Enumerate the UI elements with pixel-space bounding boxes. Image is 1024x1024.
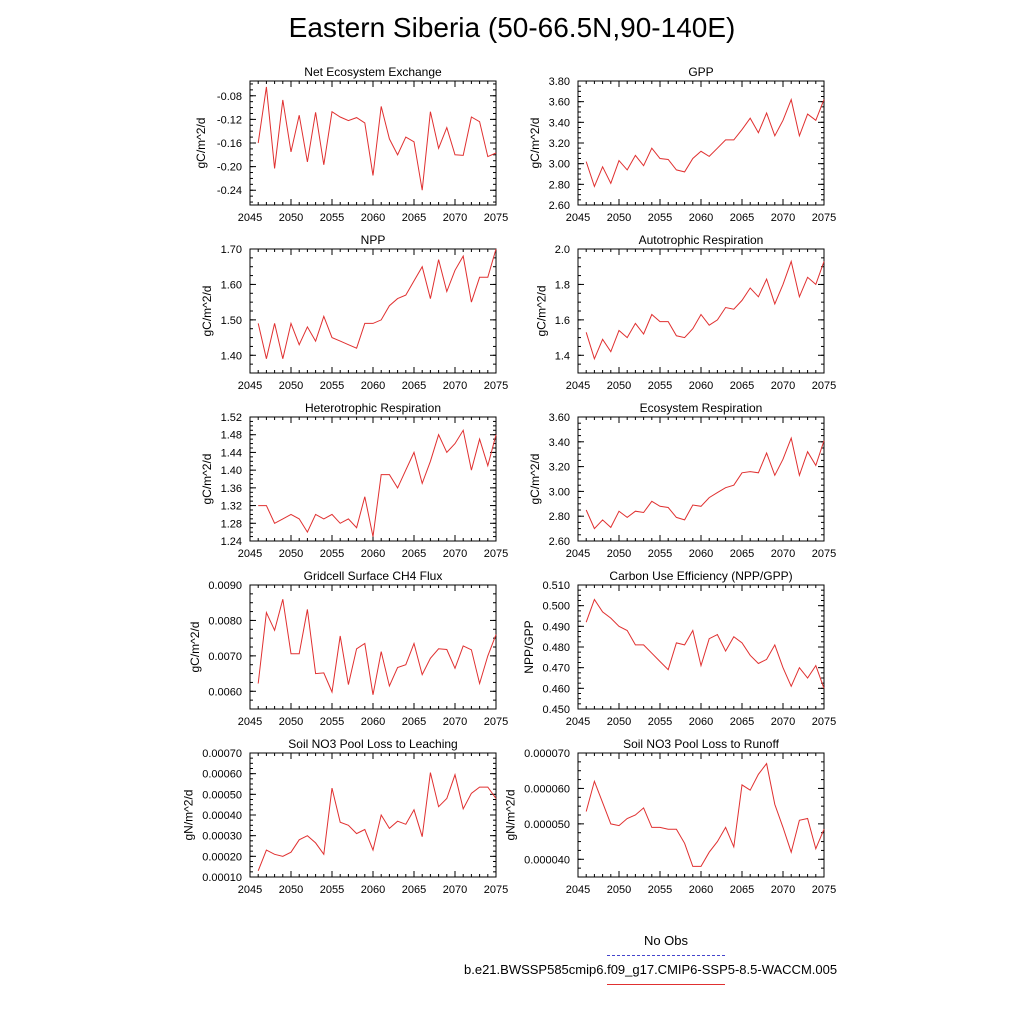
plot-frame	[578, 81, 824, 205]
x-tick-label: 2075	[811, 380, 837, 392]
x-tick-label: 2075	[483, 548, 509, 560]
series-line	[586, 764, 824, 867]
y-tick-label: 1.48	[220, 429, 242, 442]
x-tick-label: 2065	[729, 548, 755, 560]
x-tick-label: 2055	[319, 716, 345, 728]
x-tick-label: 2045	[237, 884, 263, 896]
series-line	[258, 87, 496, 190]
x-tick-label: 2045	[565, 212, 591, 224]
y-axis-label: NPP/GPP	[522, 620, 536, 674]
chart-panel-2	[528, 65, 836, 224]
y-tick-label: 1.50	[220, 314, 242, 327]
y-tick-label: 0.0080	[208, 615, 242, 628]
chart-title: Net Ecosystem Exchange	[304, 65, 442, 79]
x-tick-label: 2065	[729, 884, 755, 896]
y-tick-label: -0.16	[216, 138, 242, 150]
y-tick-label: 2.80	[548, 511, 570, 524]
y-tick-label: -0.20	[216, 161, 242, 174]
y-tick-label: 3.20	[548, 138, 570, 150]
y-tick-label: 0.0070	[208, 650, 242, 663]
x-tick-label: 2055	[319, 884, 345, 896]
chart-panel-6	[528, 401, 836, 560]
y-axis-label: gN/m^2/d	[503, 789, 518, 841]
y-tick-label: 3.20	[548, 461, 570, 474]
x-tick-label: 2070	[770, 884, 796, 896]
y-axis-label: gC/m^2/d	[194, 117, 208, 169]
plot-frame	[250, 249, 496, 373]
legend-line-model-run	[607, 984, 725, 985]
x-tick-label: 2055	[319, 380, 345, 392]
y-tick-label: 2.0	[554, 244, 570, 256]
x-tick-label: 2045	[565, 380, 591, 392]
plot-frame	[578, 249, 824, 373]
x-tick-label: 2045	[237, 212, 263, 224]
chart-title: Heterotrophic Respiration	[304, 401, 442, 415]
y-axis-label: gC/m^2/d	[187, 621, 202, 673]
series-line	[586, 600, 824, 689]
x-tick-label: 2045	[565, 884, 591, 896]
y-tick-label: -0.12	[216, 114, 242, 127]
y-axis-label: gC/m^2/d	[200, 453, 215, 505]
y-tick-label: 1.36	[220, 482, 242, 495]
y-tick-label: 3.00	[548, 486, 570, 499]
y-tick-label: 3.40	[548, 117, 570, 130]
chart-title: Gridcell Surface CH4 Flux	[303, 569, 443, 583]
plot-frame	[250, 81, 496, 205]
chart-title: Soil NO3 Pool Loss to Leaching	[288, 737, 458, 751]
chart-panel-1	[194, 65, 508, 224]
x-tick-label: 2070	[442, 548, 468, 560]
x-tick-label: 2055	[647, 884, 673, 896]
x-tick-label: 2060	[360, 716, 386, 728]
y-axis-label: gC/m^2/d	[528, 117, 543, 169]
x-tick-label: 2060	[688, 548, 714, 560]
y-tick-label: 0.00050	[202, 789, 242, 802]
y-axis-label: gC/m^2/d	[534, 285, 549, 337]
x-tick-label: 2070	[442, 884, 468, 896]
y-tick-label: 1.4	[554, 350, 570, 363]
legend-label-no-obs: No Obs	[643, 933, 689, 948]
chart-title: Autotrophic Respiration	[638, 233, 764, 247]
x-tick-label: 2060	[360, 548, 386, 560]
y-axis-label: gN/m^2/d	[181, 789, 196, 841]
x-tick-label: 2060	[360, 380, 386, 392]
x-tick-label: 2070	[770, 548, 796, 560]
series-line	[258, 773, 496, 871]
x-tick-label: 2070	[770, 212, 796, 224]
x-tick-label: 2050	[278, 716, 304, 728]
x-tick-label: 2045	[237, 716, 263, 728]
chart-panel-5	[200, 401, 508, 560]
x-tick-label: 2065	[729, 380, 755, 392]
figure-title: Eastern Siberia (50-66.5N,90-140E)	[288, 12, 736, 43]
chart-title: Carbon Use Efficiency (NPP/GPP)	[609, 569, 793, 583]
plot-frame	[578, 753, 824, 877]
y-tick-label: 0.510	[542, 580, 570, 592]
chart-panel-9	[182, 737, 509, 896]
x-tick-label: 2070	[770, 716, 796, 728]
x-tick-label: 2075	[483, 884, 509, 896]
legend-line-no-obs	[607, 955, 725, 956]
plot-frame	[250, 417, 496, 541]
x-tick-label: 2065	[401, 884, 427, 896]
y-tick-label: 0.00030	[202, 830, 242, 843]
plot-frame	[578, 417, 824, 541]
y-tick-label: 1.40	[220, 465, 242, 478]
y-tick-label: 1.60	[220, 279, 242, 292]
x-tick-label: 2070	[442, 212, 468, 224]
y-tick-label: 3.80	[548, 76, 570, 88]
y-tick-label: 0.490	[542, 621, 570, 634]
y-tick-label: 0.00040	[202, 810, 242, 822]
x-tick-label: 2060	[688, 716, 714, 728]
series-line	[258, 599, 496, 695]
y-axis-label: gC/m^2/d	[200, 285, 215, 337]
y-tick-label: 1.44	[220, 447, 242, 460]
series-line	[258, 430, 496, 536]
chart-panel-8	[522, 569, 836, 728]
y-tick-label: -0.08	[216, 90, 242, 103]
series-line	[586, 100, 824, 187]
x-tick-label: 2050	[278, 380, 304, 392]
y-tick-label: 0.00070	[202, 748, 242, 760]
x-tick-label: 2055	[319, 548, 345, 560]
x-tick-label: 2055	[319, 212, 345, 224]
y-tick-label: 1.40	[220, 350, 242, 363]
x-tick-label: 2045	[565, 716, 591, 728]
chart-title: Ecosystem Respiration	[639, 401, 763, 415]
y-tick-label: 0.00010	[202, 872, 242, 884]
x-tick-label: 2050	[278, 884, 304, 896]
y-tick-label: 0.460	[542, 683, 570, 696]
y-tick-label: 1.24	[220, 536, 242, 548]
y-tick-label: 0.500	[542, 600, 570, 613]
series-line	[258, 249, 496, 359]
y-tick-label: 0.0060	[208, 686, 242, 699]
plot-frame	[250, 753, 496, 877]
x-tick-label: 2075	[483, 212, 509, 224]
y-tick-label: -0.24	[216, 185, 242, 198]
y-tick-label: 3.60	[548, 96, 570, 109]
y-tick-label: 0.000060	[524, 783, 570, 796]
y-tick-label: 2.80	[548, 179, 570, 192]
x-tick-label: 2060	[360, 212, 386, 224]
x-tick-label: 2075	[483, 716, 509, 728]
x-tick-label: 2050	[278, 212, 304, 224]
x-tick-label: 2065	[401, 380, 427, 392]
x-tick-label: 2075	[483, 380, 509, 392]
x-tick-label: 2070	[442, 716, 468, 728]
y-tick-label: 2.60	[548, 200, 570, 212]
x-tick-label: 2055	[647, 548, 673, 560]
series-line	[586, 261, 824, 358]
y-tick-label: 0.000040	[524, 854, 570, 867]
x-tick-label: 2045	[565, 548, 591, 560]
x-tick-label: 2075	[811, 884, 837, 896]
x-tick-label: 2075	[811, 212, 837, 224]
chart-title: Soil NO3 Pool Loss to Runoff	[623, 737, 779, 751]
x-tick-label: 2055	[647, 212, 673, 224]
x-tick-label: 2065	[401, 548, 427, 560]
y-tick-label: 3.40	[548, 436, 570, 449]
x-tick-label: 2045	[237, 380, 263, 392]
legend-label-model-run: b.e21.BWSSP585cmip6.f09_g17.CMIP6-SSP5-8.5-WACCM.005	[464, 962, 838, 977]
y-tick-label: 0.470	[542, 662, 570, 675]
x-tick-label: 2060	[688, 212, 714, 224]
x-tick-label: 2050	[606, 212, 632, 224]
plot-frame	[578, 585, 824, 709]
x-tick-label: 2065	[729, 212, 755, 224]
y-tick-label: 0.0090	[208, 580, 242, 592]
y-tick-label: 0.000070	[524, 748, 570, 760]
x-tick-label: 2050	[606, 716, 632, 728]
y-tick-label: 1.70	[220, 244, 242, 256]
x-tick-label: 2075	[811, 548, 837, 560]
y-tick-label: 1.32	[220, 500, 242, 513]
plot-frame	[250, 585, 496, 709]
chart-title: NPP	[360, 233, 386, 247]
x-tick-label: 2070	[442, 380, 468, 392]
x-tick-label: 2060	[688, 380, 714, 392]
y-tick-label: 0.00020	[202, 851, 242, 864]
x-tick-label: 2060	[360, 884, 386, 896]
x-tick-label: 2070	[770, 380, 796, 392]
x-tick-label: 2050	[606, 548, 632, 560]
x-tick-label: 2050	[606, 884, 632, 896]
series-line	[586, 438, 824, 528]
chart-title: GPP	[688, 65, 714, 79]
x-tick-label: 2050	[606, 380, 632, 392]
x-tick-label: 2050	[278, 548, 304, 560]
chart-panel-4	[534, 233, 836, 392]
x-tick-label: 2065	[729, 716, 755, 728]
x-tick-label: 2075	[811, 716, 837, 728]
x-tick-label: 2055	[647, 380, 673, 392]
y-tick-label: 3.60	[548, 412, 570, 424]
x-tick-label: 2065	[401, 212, 427, 224]
y-tick-label: 1.8	[554, 279, 570, 292]
chart-panel-7	[188, 569, 508, 728]
y-tick-label: 2.60	[548, 536, 570, 548]
y-tick-label: 0.450	[542, 704, 570, 716]
x-tick-label: 2060	[688, 884, 714, 896]
y-tick-label: 1.52	[220, 412, 242, 424]
chart-panel-10	[503, 737, 836, 896]
y-tick-label: 3.00	[548, 158, 570, 171]
x-tick-label: 2045	[237, 548, 263, 560]
x-tick-label: 2055	[647, 716, 673, 728]
y-tick-label: 0.480	[542, 642, 570, 654]
y-tick-label: 1.28	[220, 518, 242, 531]
chart-panel-3	[200, 233, 508, 392]
y-axis-label: gC/m^2/d	[528, 453, 543, 505]
x-tick-label: 2065	[401, 716, 427, 728]
y-tick-label: 1.6	[554, 314, 570, 327]
y-tick-label: 0.00060	[202, 768, 242, 781]
y-tick-label: 0.000050	[524, 818, 570, 831]
